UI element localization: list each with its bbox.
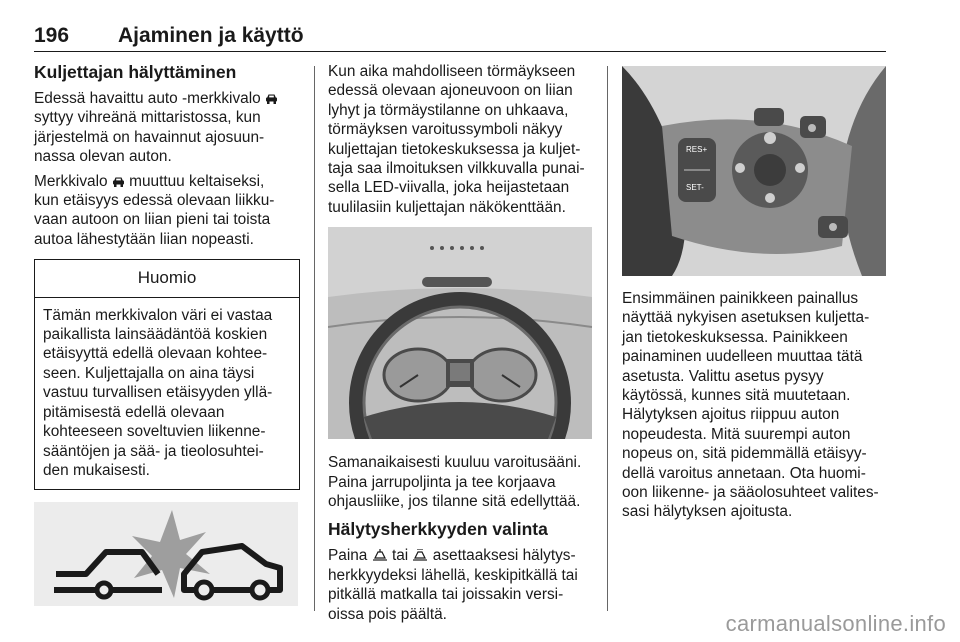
collision-warning-icon (34, 502, 298, 606)
paragraph (328, 62, 594, 217)
text-line: kun etäisyys edessä olevaan liikku- (34, 192, 275, 210)
front-vehicle-icon (265, 93, 278, 104)
column-middle (328, 62, 594, 629)
text-line: Edessä havaittu auto -merkkivalo (34, 89, 300, 108)
note-title: Huomio (35, 260, 299, 297)
text-line: Hälytyksen ajoitus riippuu auton (622, 406, 840, 424)
column-divider (607, 66, 608, 611)
section-heading: Hälytysherkkyyden valinta (328, 519, 548, 540)
note-body (35, 298, 299, 490)
text-line: syttyy vihreänä mittaristossa, kun (34, 109, 261, 127)
text-line: etäisyyttä edellä olevaan kohtee- (43, 345, 268, 363)
text-line: herkkyydeksi lähellä, keskipitkällä tai (328, 566, 578, 584)
page-header (34, 18, 886, 52)
text-line: nopeudesta. Mitä suurempi auton (622, 425, 851, 443)
text-line: Tämän merkkivalon väri ei vastaa (43, 306, 273, 324)
text-line: nassa olevan auton. (34, 148, 172, 166)
text-line: Ensimmäinen painikkeen painallus (622, 290, 859, 307)
text-line: Kun aika mahdolliseen törmäykseen (328, 63, 576, 80)
text-line: painaminen uudelleen muuttaa tätä (622, 348, 863, 366)
text-line: nopeus on, sitä pidemmällä etäisyy- (622, 445, 867, 463)
text-line: kohteeseen soveltuvien liikenne- (43, 423, 266, 441)
text-line: Merkkivalo muuttuu keltaiseksi, (34, 172, 265, 190)
text-line: pitkällä matkalla tai joissakin versi- (328, 586, 564, 604)
text-line: paikallista lainsäädäntöä koskien (43, 326, 268, 344)
distance-decrease-icon (412, 549, 428, 561)
dashboard-illustration (328, 227, 592, 439)
text-line: dellä varoitus annetaan. Ota huomi- (622, 464, 866, 482)
text-line: oissa pois päältä. (328, 605, 447, 623)
text-line: kuljettajan tietokeskuksessa ja kuljet- (328, 140, 581, 158)
paragraph (328, 453, 594, 511)
text-line: autoa lähestytään liian nopeasti. (34, 230, 254, 248)
chapter-title: Ajaminen ja käyttö (118, 24, 304, 47)
watermark: carmanualsonline.info (725, 611, 946, 636)
column-left (34, 62, 300, 606)
steering-wheel-controls-figure (622, 66, 886, 276)
paragraph (622, 289, 888, 522)
front-vehicle-icon (112, 176, 125, 187)
collision-warning-figure (34, 502, 298, 606)
text-line: edessä olevaan ajoneuvoon on liian (328, 82, 573, 100)
text-line: tuulilasiin kuljettajan näkökenttään. (328, 198, 566, 216)
text-line: Paina tai asettaaksesi hälytys- (328, 547, 576, 565)
text-line: näyttää nykyisen asetuksen kuljetta- (622, 309, 870, 327)
section-heading: Kuljettajan hälyttäminen (34, 62, 237, 82)
dashboard-figure (328, 227, 592, 439)
text-line: den mukaisesti. (43, 461, 150, 479)
text-line: jan tietokeskuksessa. Painikkeen (622, 328, 848, 346)
set-label: SET- (686, 183, 704, 192)
paragraph (328, 546, 594, 624)
text-line: vaan autoon on liian pieni tai toista (34, 211, 271, 229)
distance-increase-icon (372, 549, 388, 561)
text-line: Paina jarrupoljinta ja tee korjaava (328, 473, 556, 491)
column-right (622, 66, 888, 527)
paragraph (34, 172, 300, 250)
note-box (34, 259, 300, 490)
text-line: seen. Kuljettajalla on aina täysi (43, 364, 255, 382)
steering-wheel-controls-illustration (622, 66, 886, 276)
text-line: sella LED-viivalla, joka heijastetaan (328, 179, 570, 197)
text-line: pitämisestä edellä olevaan (43, 403, 225, 421)
text-line: käytössä, kunnes sitä muutetaan. (622, 387, 851, 405)
text-line: Samanaikaisesti kuuluu varoitusääni. (328, 454, 582, 472)
text-line: sääntöjen ja sää- ja tieolosuhtei- (43, 442, 264, 460)
text-line: ohjausliike, jos tilanne sitä edellyttää. (328, 493, 581, 511)
text-line: sasi hälytyksen ajoitusta. (622, 503, 793, 521)
text-line: törmäyksen varoitussymboli näkyy (328, 121, 563, 139)
text-line: asetusta. Valittu asetus pysyy (622, 367, 824, 385)
paragraph (34, 89, 300, 167)
text-line: lyhyt ja törmäystilanne on uhkaava, (328, 101, 569, 119)
text-line: vastuu turvallisen etäisyyden yllä- (43, 384, 273, 402)
text-line: järjestelmä on havainnut ajosuun- (34, 128, 265, 146)
res-label: RES+ (686, 145, 708, 154)
column-divider (314, 66, 315, 611)
text-line: oon liikenne- ja sääolosuhteet valites- (622, 484, 879, 502)
text-line: taja saa ilmoituksen vilkkuvalla punai- (328, 160, 585, 178)
page-number: 196 (34, 24, 70, 47)
